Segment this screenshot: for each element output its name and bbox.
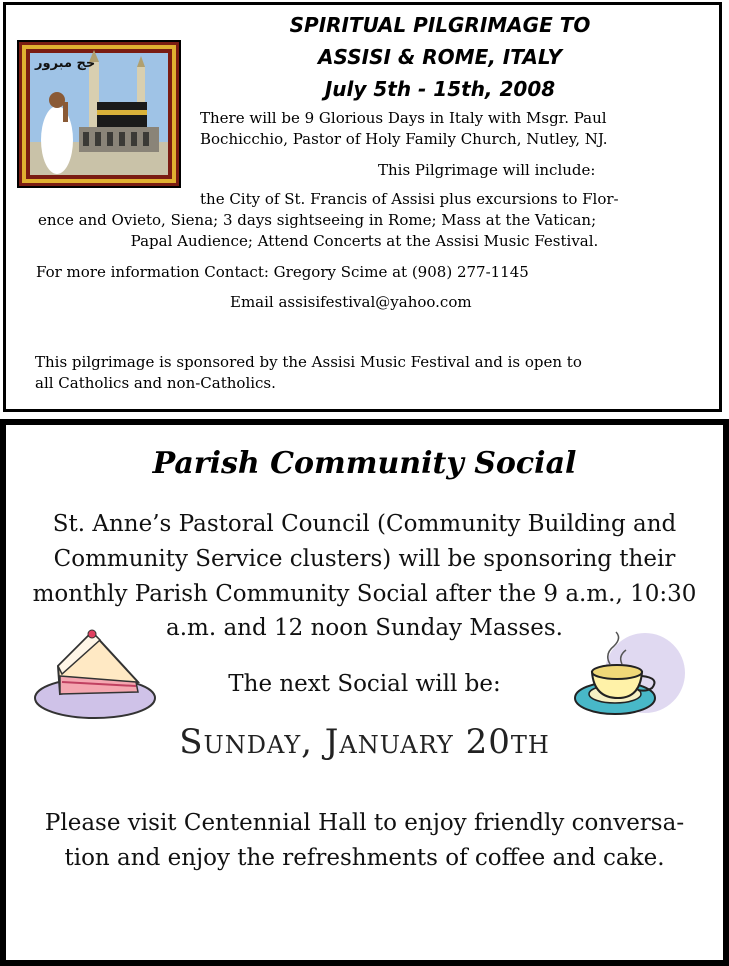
pilgrimage-intro-line1: There will be 9 Glorious Days in Italy with Msgr. Paul: [200, 109, 607, 127]
pilgrimage-contact: For more information Contact: Gregory Scime at (908) 277-1145: [36, 263, 529, 281]
pilgrimage-include-heading: This Pilgrimage will include:: [378, 161, 596, 179]
social-body-line4: a.m. and 12 noon Sunday Masses.: [166, 615, 563, 641]
cake-slice-icon: [30, 626, 160, 726]
pilgrimage-title-line2: ASSISI & ROME, ITALY: [318, 45, 562, 69]
image-caption-arabic: حج مبرور: [35, 56, 96, 71]
pilgrimage-email: Email assisifestival@yahoo.com: [230, 293, 472, 311]
social-visit-line1: Please visit Centennial Hall to enjoy friendly conversa-: [44, 810, 685, 836]
social-title: Parish Community Social: [152, 446, 577, 481]
pilgrimage-details-line3: Papal Audience; Attend Concerts at the Assisi Music Festival.: [130, 232, 599, 250]
social-body-line1: St. Anne’s Pastoral Council (Community Building and: [52, 511, 677, 537]
pilgrimage-title-line1: SPIRITUAL PILGRIMAGE TO: [289, 13, 591, 37]
pilgrimage-image: [17, 40, 181, 188]
social-next-label: The next Social will be:: [228, 671, 501, 697]
pilgrimage-intro-line2: Bochicchio, Pastor of Holy Family Church, Nutley, NJ.: [200, 130, 608, 148]
pilgrimage-details-line2: ence and Ovieto, Siena; 3 days sightseeing in Rome; Mass at the Vatican;: [38, 211, 597, 229]
social-body-line3: monthly Parish Community Social after the 9 a.m., 10:30: [32, 581, 697, 607]
pilgrimage-sponsor-line1: This pilgrimage is sponsored by the Assisi Music Festival and is open to: [35, 353, 582, 371]
pilgrimage-dates: July 5th - 15th, 2008: [324, 77, 556, 101]
social-body-line2: Community Service clusters) will be sponsoring their: [53, 546, 676, 572]
pilgrimage-details-line1: the City of St. Francis of Assisi plus excursions to Flor-: [200, 190, 619, 208]
social-visit-line2: tion and enjoy the refreshments of coffee and cake.: [64, 845, 665, 871]
social-date: Sunday, January 20th: [179, 722, 550, 762]
pilgrimage-sponsor-line2: all Catholics and non-Catholics.: [35, 374, 276, 392]
coffee-cup-icon: [570, 628, 690, 728]
